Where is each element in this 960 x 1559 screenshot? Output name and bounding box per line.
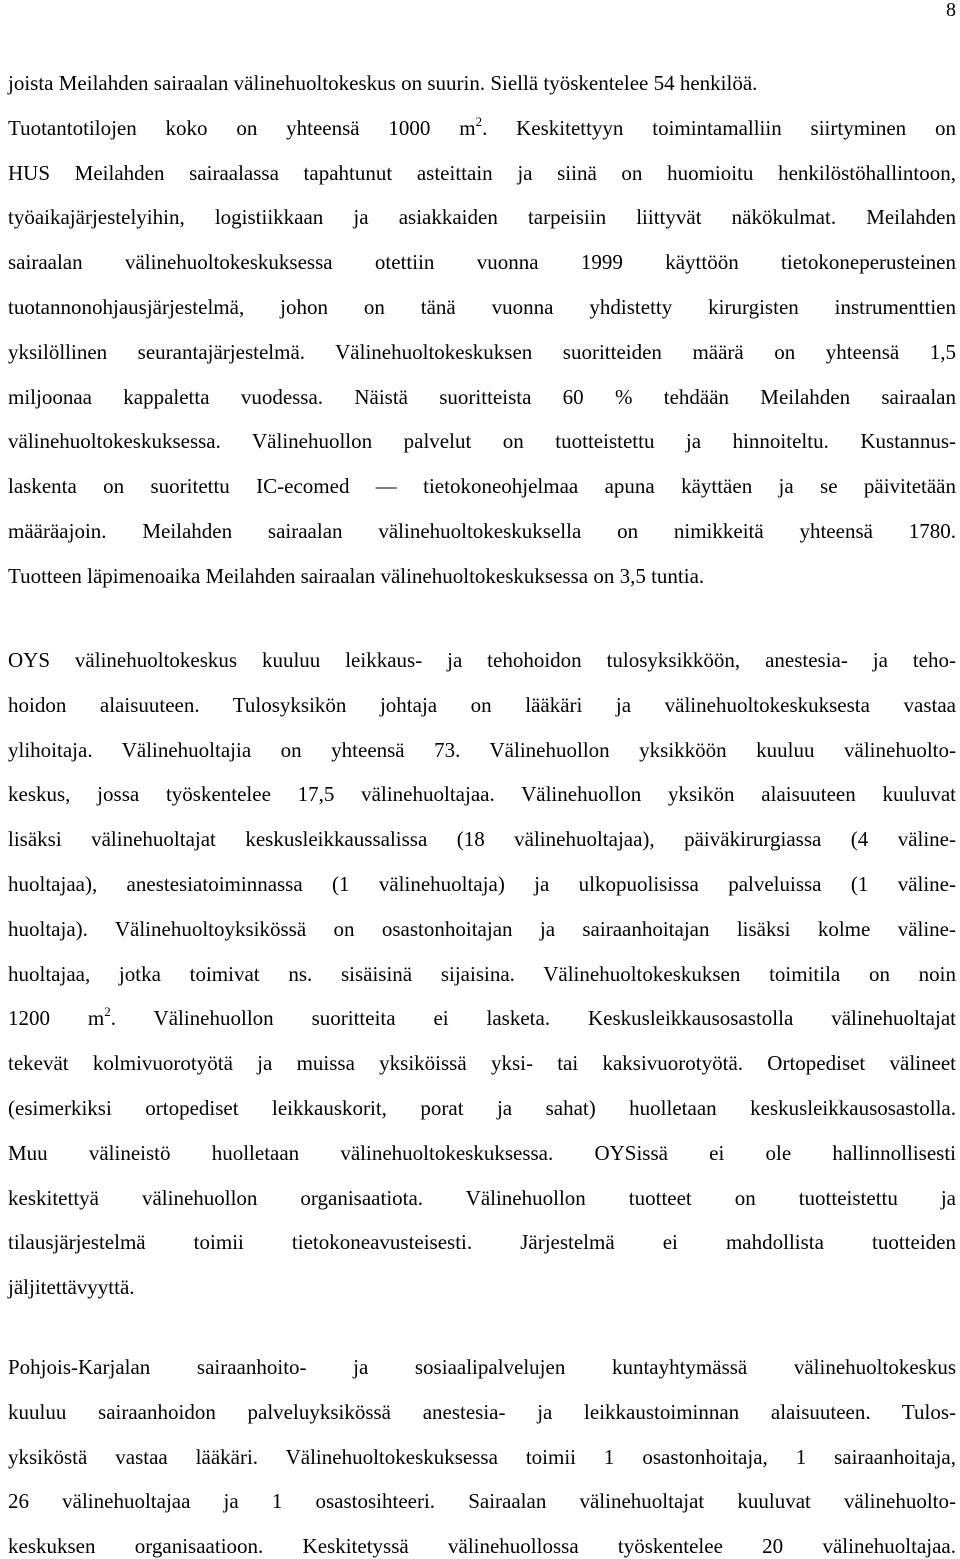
text-line bbox=[8, 1274, 956, 1300]
text-line bbox=[8, 1140, 956, 1166]
line-text: Muu välineistö huolletaan välinehuoltokeskuksessa. OYSissä ei ole hallinnollisesti bbox=[8, 1141, 956, 1165]
text-line bbox=[8, 737, 956, 763]
line-text: miljoonaa kappaletta vuodessa. Näistä suoritteista 60 % tehdään Meilahden sairaalan bbox=[8, 385, 956, 409]
line-text: lisäksi välinehuoltajat keskusleikkaussalissa (18 välinehuoltajaa), päiväkirurgiassa (4 väline- bbox=[8, 827, 956, 851]
page-number: 8 bbox=[946, 0, 956, 21]
text-line bbox=[8, 692, 956, 718]
text-line bbox=[8, 1095, 956, 1121]
line-text: tilausjärjestelmä toimii tietokoneavusteisesti. Järjestelmä ei mahdollista tuotteiden bbox=[8, 1230, 956, 1254]
line-text: laskenta on suoritettu IC-ecomed — tietokoneohjelmaa apuna käyttäen ja se päivitetään bbox=[8, 474, 956, 498]
line-text: (esimerkiksi ortopediset leikkauskorit, porat ja sahat) huolletaan keskusleikkausosastolla. bbox=[8, 1096, 956, 1120]
text-line bbox=[8, 871, 956, 897]
text-line bbox=[8, 428, 956, 454]
text-line bbox=[8, 1488, 956, 1514]
line-text: yksiköstä vastaa lääkäri. Välinehuoltokeskuksessa toimii 1 osastonhoitaja, 1 sairaanhoitaja, bbox=[8, 1445, 956, 1469]
line-text: 1200 m bbox=[8, 1006, 105, 1030]
text-line bbox=[8, 204, 956, 230]
text-line bbox=[8, 781, 956, 807]
text-line bbox=[8, 1354, 956, 1380]
line-text: tuotannonohjausjärjestelmä, johon on tänä vuonna yhdistetty kirurgisten instrumenttien bbox=[8, 295, 956, 319]
line-text: keskus, jossa työskentelee 17,5 välinehuoltajaa. Välinehuollon yksikön alaisuuteen kuuluvat bbox=[8, 782, 956, 806]
line-text: huoltajaa), anestesiatoiminnassa (1 välinehuoltaja) ja ulkopuolisissa palveluissa (1 väline- bbox=[8, 872, 956, 896]
text-line bbox=[8, 249, 956, 275]
superscript: 2 bbox=[104, 1004, 111, 1019]
line-text: huoltaja). Välinehuoltoyksikössä on osastonhoitajan ja sairaanhoitajan lisäksi kolme väline- bbox=[8, 917, 956, 941]
text-line bbox=[8, 1050, 956, 1076]
text-line bbox=[8, 518, 956, 544]
text-line bbox=[8, 916, 956, 942]
line-text: Tuotantotilojen koko on yhteensä 1000 m bbox=[8, 116, 476, 140]
text-line bbox=[8, 294, 956, 320]
line-text: sairaalan välinehuoltokeskuksessa otettiin vuonna 1999 käyttöön tietokoneperusteinen bbox=[8, 250, 956, 274]
line-text: keskuksen organisaatioon. Keskitetyssä välinehuollossa työskentelee 20 välinehuoltajaa. bbox=[8, 1534, 956, 1558]
text-line bbox=[8, 1399, 956, 1425]
text-line bbox=[8, 473, 956, 499]
line-text: jäljitettävyyttä. bbox=[8, 1275, 135, 1299]
line-text: ylihoitaja. Välinehuoltajia on yhteensä 73. Välinehuollon yksikköön kuuluu välinehuolto- bbox=[8, 738, 956, 762]
text-line bbox=[8, 647, 956, 673]
text-line bbox=[8, 339, 956, 365]
text-line bbox=[8, 160, 956, 186]
text-line bbox=[8, 384, 956, 410]
text-line bbox=[8, 1533, 956, 1559]
line-text: HUS Meilahden sairaalassa tapahtunut asteittain ja siinä on huomioitu henkilöstöhallintoon, bbox=[8, 161, 956, 185]
line-text: joista Meilahden sairaalan välinehuoltokeskus on suurin. Siellä työskentelee 54 henkilöä. bbox=[8, 71, 758, 95]
text-line bbox=[8, 1005, 956, 1031]
text-line bbox=[8, 1229, 956, 1255]
line-text: työaikajärjestelyihin, logistiikkaan ja asiakkaiden tarpeisiin liittyvät näkökulmat. Meilahden bbox=[8, 205, 956, 229]
line-text: Tuotteen läpimenoaika Meilahden sairaalan välinehuoltokeskuksessa on 3,5 tuntia. bbox=[8, 564, 705, 588]
text-line bbox=[8, 115, 956, 141]
superscript: 2 bbox=[475, 114, 483, 129]
text-line bbox=[8, 1444, 956, 1470]
text-line bbox=[8, 826, 956, 852]
line-text: määräajoin. Meilahden sairaalan välinehuoltokeskuksella on nimikkeitä yhteensä 1780. bbox=[8, 519, 956, 543]
line-text-continued: . Välinehuollon suoritteita ei lasketa. Keskusleikkausosastolla välinehuoltajat bbox=[110, 1006, 956, 1030]
line-text: Pohjois-Karjalan sairaanhoito- ja sosiaalipalvelujen kuntayhtymässä välinehuoltokeskus bbox=[8, 1355, 956, 1379]
line-text-continued: . Keskitettyyn toimintamalliin siirtyminen on bbox=[482, 116, 956, 140]
text-line bbox=[8, 563, 956, 589]
line-text: hoidon alaisuuteen. Tulosyksikön johtaja on lääkäri ja välinehuoltokeskuksesta vastaa bbox=[8, 693, 956, 717]
line-text: kuuluu sairaanhoidon palveluyksikössä anestesia- ja leikkaustoiminnan alaisuuteen. Tulos- bbox=[8, 1400, 956, 1424]
line-text: huoltajaa, jotka toimivat ns. sisäisinä sijaisina. Välinehuoltokeskuksen toimitila on noin bbox=[8, 962, 956, 986]
line-text: välinehuoltokeskuksessa. Välinehuollon palvelut on tuotteistettu ja hinnoiteltu. Kustannus- bbox=[8, 429, 956, 453]
text-line bbox=[8, 961, 956, 987]
text-line bbox=[8, 70, 956, 96]
line-text: yksilöllinen seurantajärjestelmä. Välinehuoltokeskuksen suoritteiden määrä on yhteensä 1,5 bbox=[8, 340, 956, 364]
line-text: keskitettyä välinehuollon organisaatiota. Välinehuollon tuotteet on tuotteistettu ja bbox=[8, 1186, 956, 1210]
text-line bbox=[8, 1185, 956, 1211]
line-text: tekevät kolmivuorotyötä ja muissa yksiköissä yksi- tai kaksivuorotyötä. Ortopediset välineet bbox=[8, 1051, 956, 1075]
line-text: 26 välinehuoltajaa ja 1 osastosihteeri. Sairaalan välinehuoltajat kuuluvat välinehuolto- bbox=[8, 1489, 956, 1513]
line-text: OYS välinehuoltokeskus kuuluu leikkaus- ja tehohoidon tulosyksikköön, anestesia- ja teho- bbox=[8, 648, 956, 672]
